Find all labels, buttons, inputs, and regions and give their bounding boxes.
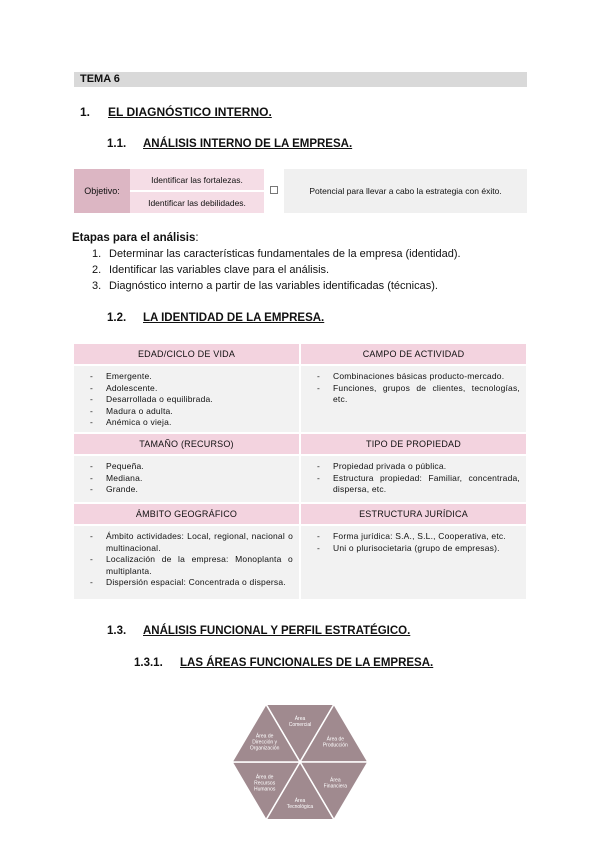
campo-header: CAMPO DE ACTIVIDAD xyxy=(300,343,527,365)
tamano-header: TAMAÑO (RECURSO) xyxy=(73,433,300,455)
stage-text: Diagnóstico interno a partir de las variables identificadas (técnicas). xyxy=(109,280,438,292)
tipo-header: TIPO DE PROPIEDAD xyxy=(300,433,527,455)
edad-header: EDAD/CICLO DE VIDA xyxy=(73,343,300,365)
list-item: - Anémica o vieja. xyxy=(92,417,293,429)
list-item: - Forma jurídica: S.A., S.L., Cooperativa, etc. xyxy=(319,531,520,543)
section-title: ANÁLISIS FUNCIONAL Y PERFIL ESTRATÉGICO. xyxy=(143,625,411,637)
tema-header: TEMA 6 xyxy=(74,72,527,87)
section-number: 1. xyxy=(80,105,91,119)
stage-text: Determinar las características fundamentales de la empresa (identidad). xyxy=(109,248,461,260)
objective-result: Potencial para llevar a cabo la estrategia con éxito. xyxy=(284,169,527,213)
hexagon-area-label: Área Comercial xyxy=(288,716,312,729)
checkbox-icon xyxy=(270,186,278,194)
stage-item xyxy=(92,248,461,260)
list-item: - Pequeña. xyxy=(92,461,293,473)
section-1-3-1-heading xyxy=(134,657,433,669)
list-item: - Ámbito actividades: Local, regional, nacional o multinacional. xyxy=(92,531,293,554)
section-1-2-heading xyxy=(107,312,324,324)
list-item: - Emergente. xyxy=(92,371,293,383)
objective-label: Objetivo: xyxy=(74,169,130,213)
section-1-3-heading xyxy=(107,625,410,637)
stages-title xyxy=(72,232,199,244)
hexagon-area-label: Área Tecnológica xyxy=(286,797,314,810)
hexagon-area-label: Área de Producción xyxy=(322,736,348,749)
ambito-header: ÁMBITO GEOGRÁFICO xyxy=(73,503,300,525)
list-item: - Localización de la empresa: Monoplanta o multiplanta. xyxy=(92,554,293,577)
stage-number: 1. xyxy=(92,248,102,260)
objective-item-weaknesses: Identificar las debilidades. xyxy=(130,192,264,213)
stages-title-text: Etapas para el análisis xyxy=(72,232,196,244)
list-item: - Funciones, grupos de clientes, tecnologías, etc. xyxy=(319,383,520,406)
stage-item xyxy=(92,280,438,292)
list-item: - Madura o adulta. xyxy=(92,406,293,418)
estructura-cell xyxy=(300,525,527,600)
section-number: 1.1. xyxy=(107,138,127,150)
section-title: LAS ÁREAS FUNCIONALES DE LA EMPRESA. xyxy=(180,657,434,669)
stage-number: 3. xyxy=(92,280,102,292)
list-item: - Grande. xyxy=(92,484,293,496)
identity-table xyxy=(73,343,527,600)
ambito-cell xyxy=(73,525,300,600)
stages-title-colon: : xyxy=(195,232,199,244)
stage-number: 2. xyxy=(92,264,102,276)
section-title: EL DIAGNÓSTICO INTERNO. xyxy=(108,105,272,119)
stage-text: Identificar las variables clave para el análisis. xyxy=(109,264,330,276)
objective-item-strengths: Identificar las fortalezas. xyxy=(130,169,264,190)
hexagon-area-label: Área de Recursos Humanos xyxy=(253,774,276,793)
hexagon-area-label: Área Financiera xyxy=(323,777,348,790)
section-1-heading xyxy=(80,105,272,119)
list-item: - Dispersión espacial: Concentrada o dispersa. xyxy=(92,577,293,589)
list-item: - Uni o plurisocietaria (grupo de empresas). xyxy=(319,543,520,555)
stage-item xyxy=(92,264,329,276)
section-number: 1.2. xyxy=(107,312,127,324)
list-item: - Desarrollada o equilibrada. xyxy=(92,394,293,406)
section-number: 1.3.1. xyxy=(134,657,163,669)
section-title: LA IDENTIDAD DE LA EMPRESA. xyxy=(143,312,325,324)
list-item: - Estructura propiedad: Familiar, concentrada, dispersa, etc. xyxy=(319,473,520,496)
estructura-header: ESTRUCTURA JURÍDICA xyxy=(300,503,527,525)
tamano-cell xyxy=(73,455,300,503)
list-item: - Mediana. xyxy=(92,473,293,485)
functional-areas-hexagon xyxy=(220,693,380,831)
hexagon-area-label: Área de Dirección y Organización xyxy=(249,733,280,752)
list-item: - Combinaciones básicas producto-mercado. xyxy=(319,371,520,383)
edad-cell xyxy=(73,365,300,433)
list-item: - Adolescente. xyxy=(92,383,293,395)
tipo-cell xyxy=(300,455,527,503)
section-number: 1.3. xyxy=(107,625,127,637)
campo-cell xyxy=(300,365,527,433)
section-1-1-heading xyxy=(107,138,352,150)
section-title: ANÁLISIS INTERNO DE LA EMPRESA. xyxy=(143,138,353,150)
list-item: - Propiedad privada o pública. xyxy=(319,461,520,473)
